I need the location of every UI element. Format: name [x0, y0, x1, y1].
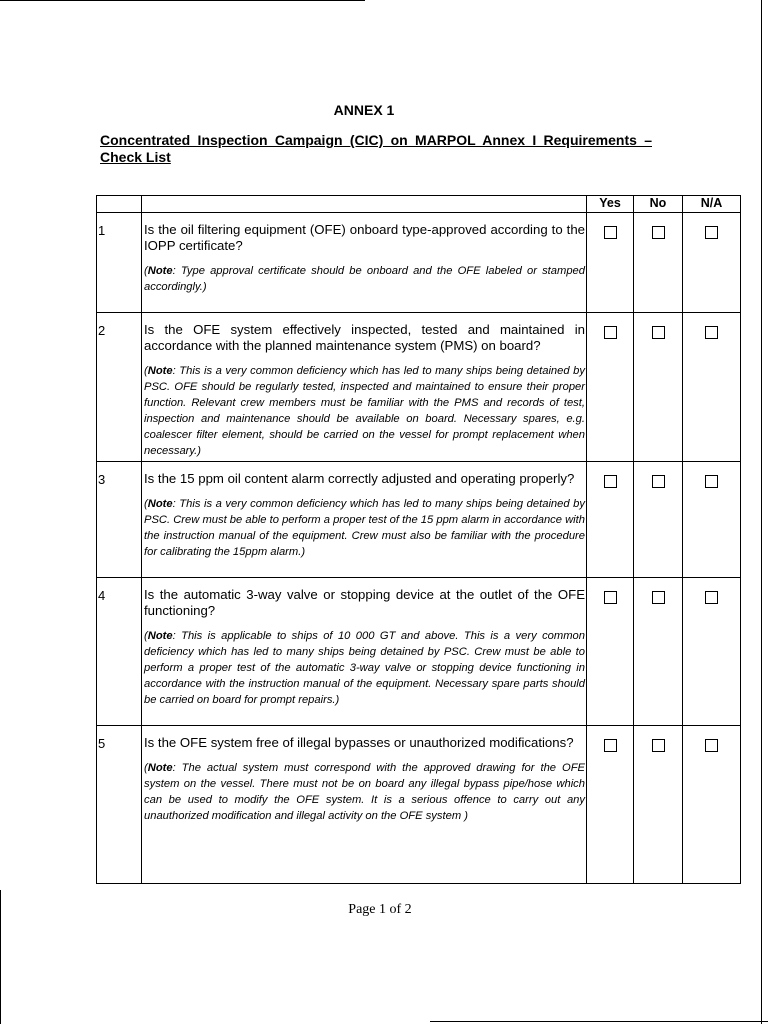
- yes-checkbox[interactable]: [604, 226, 617, 239]
- item-number-cell: [97, 726, 142, 884]
- checklist-row: [97, 213, 741, 313]
- item-number: 3: [98, 472, 106, 487]
- no-checkbox[interactable]: [652, 326, 665, 339]
- note-text: (Note: This is a very common deficiency which has led to many ships being detained by PSC. OFE should be regularly tested, inspected and maintained to ensure their proper function. Relevant crew members must be familiar with the PMS and records of test, inspection and maintenance should be available on board. Necessary spares, e.g. coalescer filter element, should be carried on the vessel for prompt replacement when necessary.): [144, 365, 585, 457]
- yes-cell: [587, 213, 634, 313]
- header-question-cell: [142, 196, 587, 213]
- note-body: : Type approval certificate should be onboard and the OFE labeled or stamped accordingly.): [144, 265, 585, 293]
- question-cell: [142, 462, 587, 578]
- column-header-no: No: [634, 196, 683, 213]
- item-number: 2: [98, 323, 106, 338]
- item-number-cell: [97, 578, 142, 726]
- no-cell: [634, 313, 683, 462]
- question-cell: [142, 726, 587, 884]
- scan-edge-bottom: [430, 1021, 768, 1022]
- no-cell: [634, 462, 683, 578]
- question-cell: [142, 578, 587, 726]
- item-number-cell: [97, 313, 142, 462]
- na-cell: [683, 578, 741, 726]
- na-cell: [683, 462, 741, 578]
- annex-title: ANNEX 1: [333, 102, 395, 118]
- note-body: : The actual system must correspond with the approved drawing for the OFE system on the vessel. There must not be on board any illegal bypass pipe/hose which can be used to modify the OFE system. It is a serious offence to carry out any unauthorized modification and illegal activity on the OFE system ): [144, 762, 585, 822]
- yes-checkbox[interactable]: [604, 326, 617, 339]
- na-checkbox[interactable]: [705, 475, 718, 488]
- yes-checkbox[interactable]: [604, 739, 617, 752]
- yes-cell: [587, 578, 634, 726]
- note-body: : This is a very common deficiency which has led to many ships being detained by PSC. Crew must be able to perform a proper test of the 15 ppm alarm in accordance with the instruction manual of the equipment. Crew must also be familiar with the procedure for calibrating the 15ppm alarm.): [144, 498, 585, 558]
- note-text: (Note: Type approval certificate should be onboard and the OFE labeled or stamped accordingly.): [144, 265, 585, 293]
- column-header-na: N/A: [683, 196, 741, 213]
- item-number: 1: [98, 223, 106, 238]
- note-label: Note: [147, 365, 173, 377]
- yes-checkbox[interactable]: [604, 475, 617, 488]
- question-text: Is the oil filtering equipment (OFE) onboard type-approved according to the IOPP certificate?: [144, 222, 585, 253]
- checklist-subtitle: Concentrated Inspection Campaign (CIC) on MARPOL Annex I Requirements – Check List: [100, 132, 652, 165]
- header-number-cell: [97, 196, 142, 213]
- na-checkbox[interactable]: [705, 326, 718, 339]
- na-checkbox[interactable]: [705, 739, 718, 752]
- question-text: Is the OFE system free of illegal bypasses or unauthorized modifications?: [144, 735, 574, 750]
- item-number: 4: [98, 588, 106, 603]
- scan-edge-top: [0, 0, 365, 1]
- item-number: 5: [98, 736, 106, 751]
- yes-checkbox[interactable]: [604, 591, 617, 604]
- checklist-row: [97, 578, 741, 726]
- column-header-yes: Yes: [587, 196, 634, 213]
- note-label: Note: [147, 498, 173, 510]
- yes-cell: [587, 462, 634, 578]
- na-cell: [683, 726, 741, 884]
- note-text: (Note: The actual system must correspond with the approved drawing for the OFE system on the vessel. There must not be on board any illegal bypass pipe/hose which can be used to modify the OFE system. It is a serious offence to carry out any unauthorized modification and illegal activity on the OFE system ): [144, 762, 585, 822]
- no-cell: [634, 213, 683, 313]
- scan-edge-right: [761, 0, 762, 1024]
- note-body: : This is a very common deficiency which has led to many ships being detained by PSC. OFE should be regularly tested, inspected and maintained to ensure their proper function. Relevant crew members must be familiar with the PMS and records of test, inspection and maintenance should be available on board. Necessary spares, e.g. coalescer filter element, should be carried on the vessel for prompt replacement when necessary.): [144, 365, 585, 457]
- note-text: (Note: This is applicable to ships of 10 000 GT and above. This is a very common deficiency which has led to many ships being detained by PSC. Crew must be able to perform a proper test of the automatic 3-way valve or stopping device functioning in accordance with the instruction manual of the equipment. Necessary spare parts should be carried on board for prompt repairs.): [144, 630, 585, 706]
- no-cell: [634, 578, 683, 726]
- question-cell: [142, 313, 587, 462]
- na-cell: [683, 213, 741, 313]
- question-text: Is the OFE system effectively inspected, tested and maintained in accordance with the planned maintenance system (PMS) on board?: [144, 322, 585, 353]
- checklist-row: [97, 462, 741, 578]
- page-number: Page 1 of 2: [348, 902, 412, 917]
- note-label: Note: [147, 630, 173, 642]
- note-text: (Note: This is a very common deficiency which has led to many ships being detained by PSC. Crew must be able to perform a proper test of the 15 ppm alarm in accordance with the instruction manual of the equipment. Crew must also be familiar with the procedure for calibrating the 15ppm alarm.): [144, 498, 585, 558]
- note-body: : This is applicable to ships of 10 000 GT and above. This is a very common deficiency which has led to many ships being detained by PSC. Crew must be able to perform a proper test of the automatic 3-way valve or stopping device functioning in accordance with the instruction manual of the equipment. Necessary spare parts should be carried on board for prompt repairs.): [144, 630, 585, 706]
- item-number-cell: [97, 462, 142, 578]
- header-row: [97, 196, 741, 213]
- question-text: Is the 15 ppm oil content alarm correctly adjusted and operating properly?: [144, 471, 575, 486]
- na-checkbox[interactable]: [705, 591, 718, 604]
- question-cell: [142, 213, 587, 313]
- no-checkbox[interactable]: [652, 226, 665, 239]
- checklist-table: [96, 195, 741, 884]
- checklist-row: [97, 726, 741, 884]
- na-cell: [683, 313, 741, 462]
- no-checkbox[interactable]: [652, 475, 665, 488]
- yes-cell: [587, 313, 634, 462]
- note-label: Note: [147, 762, 173, 774]
- na-checkbox[interactable]: [705, 226, 718, 239]
- yes-cell: [587, 726, 634, 884]
- no-checkbox[interactable]: [652, 591, 665, 604]
- no-cell: [634, 726, 683, 884]
- checklist-row: [97, 313, 741, 462]
- item-number-cell: [97, 213, 142, 313]
- note-label: Note: [147, 265, 173, 277]
- no-checkbox[interactable]: [652, 739, 665, 752]
- question-text: Is the automatic 3-way valve or stopping device at the outlet of the OFE functioning?: [144, 587, 585, 618]
